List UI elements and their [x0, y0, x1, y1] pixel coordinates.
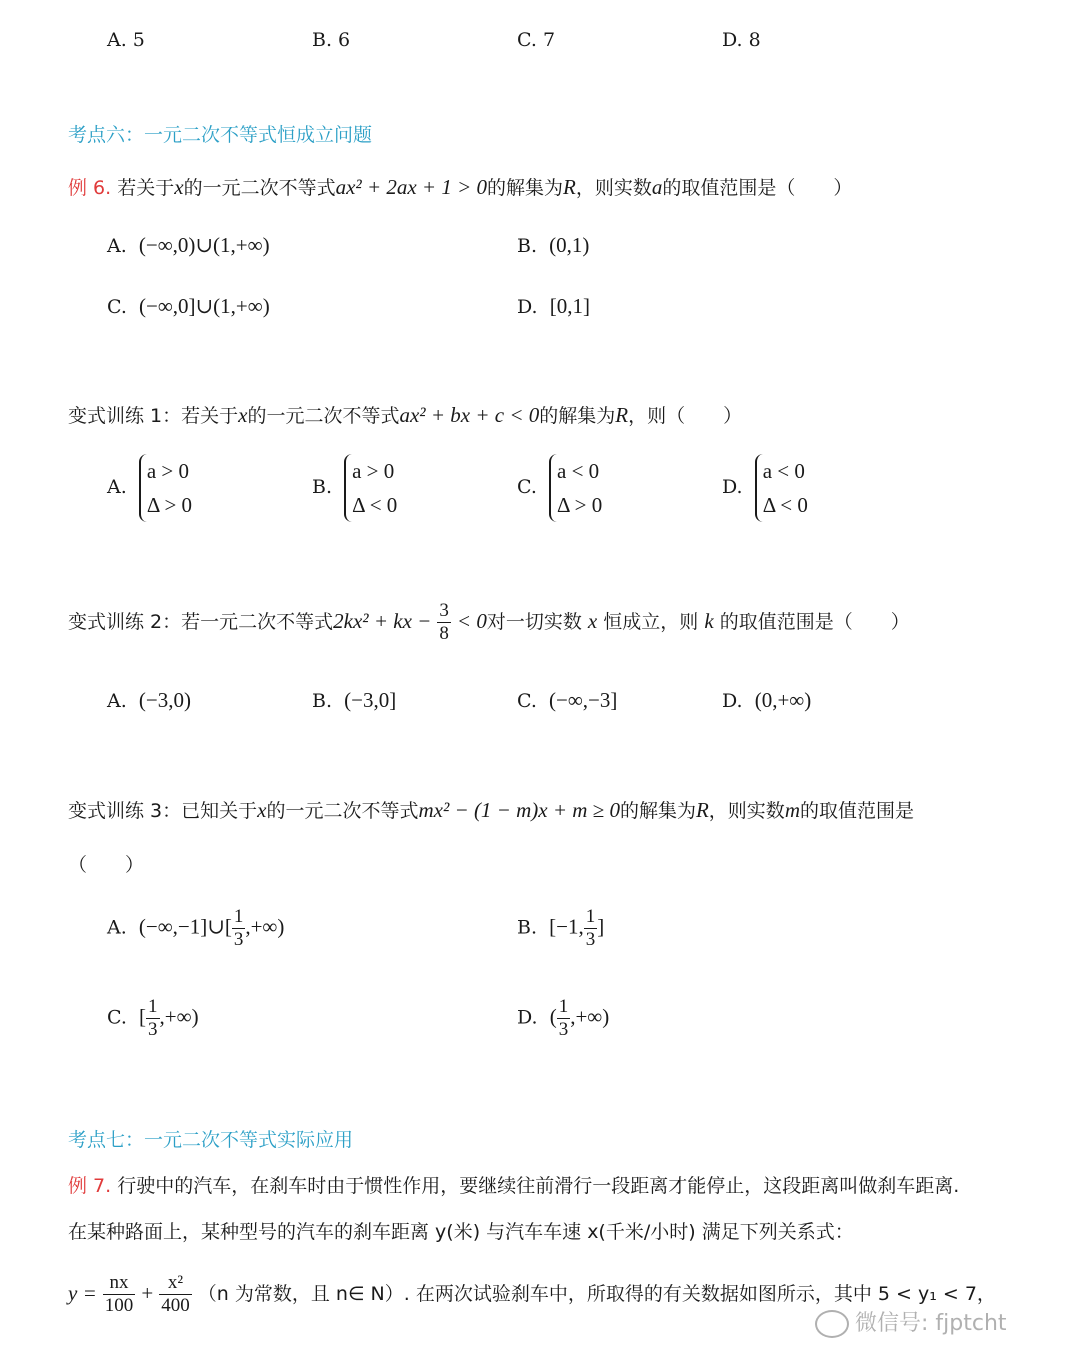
question-text: ，则实数 [575, 177, 652, 199]
answer-option [312, 688, 396, 713]
fraction-numerator: 3 [439, 600, 449, 621]
question-text: 的解集为 [487, 177, 564, 199]
question-text: 对一切实数 [486, 611, 582, 633]
example-label: 例 6. [68, 177, 112, 199]
system-line: a > 0 [352, 459, 395, 483]
answer-option [312, 454, 397, 522]
fraction-denominator: 400 [161, 1295, 190, 1316]
question-text: 的解集为 [619, 800, 696, 822]
question-text: 变式训练 2：若一元二次不等式 [68, 611, 334, 633]
option-letter: C. [107, 296, 127, 318]
fraction-denominator: 3 [585, 929, 596, 950]
option-value: ,+∞) [245, 914, 285, 939]
fraction [103, 1272, 136, 1317]
variant-question [68, 401, 742, 428]
fraction-numerator: 1 [148, 996, 158, 1017]
question-text: 若关于 [117, 177, 175, 199]
math-var: k [704, 609, 714, 633]
answer-option [517, 454, 602, 522]
fraction-numerator: 1 [558, 996, 569, 1017]
fraction [146, 996, 160, 1041]
answer-option [107, 996, 199, 1041]
option-value: (−∞,0)∪(1,+∞) [138, 233, 270, 257]
math-var: x [257, 798, 267, 822]
answer-option [107, 688, 191, 713]
option-letter: B. [312, 476, 333, 498]
fraction-numerator: 1 [233, 906, 244, 927]
math-var: a [651, 175, 663, 199]
math-var: m [784, 798, 800, 822]
answer-option [107, 906, 284, 951]
option-letter: C. [517, 476, 537, 498]
system-line: a < 0 [557, 459, 600, 483]
option-letter: D. [722, 690, 743, 712]
question-text: 变式训练 3：已知关于 [68, 800, 258, 822]
answer-option [517, 233, 589, 258]
option-d: D. 8 [722, 29, 761, 51]
system-brace [755, 454, 808, 522]
option-value: (−3,0) [138, 688, 191, 712]
system-line: Δ < 0 [762, 493, 808, 517]
example-label: 例 7. [68, 1175, 112, 1197]
variant-question [68, 600, 910, 645]
answer-option [517, 906, 604, 951]
inequality: 2kx² + kx − [333, 609, 432, 633]
example-question [68, 1171, 959, 1198]
question-text: 行驶中的汽车，在刹车时由于惯性作用，要继续往前滑行一段距离才能停止，这段距离叫做刹车距离. [117, 1175, 960, 1197]
system-brace [344, 454, 397, 522]
option-value: (−∞,0]∪(1,+∞) [139, 294, 270, 318]
option-value: (−∞,−3] [549, 688, 618, 712]
option-letter: A. [107, 235, 127, 257]
option-value: [0,1] [549, 294, 590, 318]
fraction [437, 600, 451, 645]
math-var: x [174, 175, 184, 199]
question-text: ，则实数 [708, 800, 785, 822]
answer-option [107, 294, 270, 319]
system-brace [549, 454, 602, 522]
option-a: A. 5 [107, 29, 145, 51]
inequality: mx² − (1 − m)x + m ≥ 0 [418, 798, 620, 822]
option-letter: A. [107, 916, 127, 939]
fraction [232, 906, 246, 951]
fraction-denominator: 100 [104, 1295, 134, 1316]
option-value: ,+∞) [159, 1004, 199, 1029]
option-letter: B. [312, 690, 333, 712]
option-letter: A. [107, 476, 127, 498]
plus-sign: + [141, 1281, 154, 1305]
option-letter: D. [517, 1006, 538, 1029]
option-letter: D. [722, 476, 743, 498]
question-text: ，则（ ） [628, 405, 743, 427]
fraction-denominator: 3 [558, 1019, 569, 1040]
option-value: (0,+∞) [754, 688, 812, 712]
answer-paren: （ ） [68, 854, 145, 876]
math-var: R [563, 175, 576, 199]
option-value: ] [597, 914, 605, 939]
option-value: [ [139, 1004, 146, 1029]
math-var: x [587, 609, 598, 633]
question-text: 恒成立，则 [603, 611, 699, 633]
option-c: C. 7 [517, 29, 556, 51]
fraction [584, 906, 598, 951]
fraction-denominator: 3 [233, 929, 244, 950]
question-text: 的一元二次不等式 [247, 405, 400, 427]
answer-option [517, 996, 609, 1041]
answer-option [107, 454, 192, 522]
option-letter: C. [517, 690, 537, 712]
answer-option [722, 688, 811, 713]
variant-question [68, 796, 914, 823]
fraction-numerator: 1 [585, 906, 596, 927]
example-question [68, 173, 852, 200]
inequality: ax² + bx + c < 0 [399, 403, 540, 427]
question-text: 的取值范围是（ ） [662, 177, 853, 199]
answer-option [107, 233, 270, 258]
system-line: a < 0 [762, 459, 805, 483]
question-text: 的取值范围是 [799, 800, 914, 822]
fraction-numerator: nx [103, 1272, 136, 1295]
option-value: ( [549, 1004, 557, 1029]
option-value: ,+∞) [570, 1004, 610, 1029]
system-line: Δ > 0 [146, 493, 193, 517]
answer-option [517, 294, 590, 319]
option-letter: B. [517, 916, 538, 939]
question-text: 的一元二次不等式 [266, 800, 419, 822]
math-var: R [695, 798, 709, 822]
math-var: x [238, 403, 248, 427]
formula-lhs: y = [68, 1281, 97, 1305]
option-letter: C. [107, 1006, 127, 1029]
system-line: Δ < 0 [352, 493, 398, 517]
option-value: (−3,0] [344, 688, 397, 712]
question-text: （n 为常数，且 n∈ N）. 在两次试验刹车中，所取得的有关数据如图所示，其中 5 < y₁ < 7， [197, 1283, 996, 1305]
fraction [159, 1272, 192, 1317]
inequality: ax² + 2ax + 1 > 0 [335, 175, 488, 199]
section-heading: 考点六：一元二次不等式恒成立问题 [68, 124, 373, 146]
watermark-text: 微信号: fjptcht [855, 1311, 1007, 1336]
fraction [557, 996, 571, 1041]
option-letter: A. [107, 690, 127, 712]
question-text: 的一元二次不等式 [183, 177, 336, 199]
question-text-line: 在某种路面上，某种型号的汽车的刹车距离 y(米) 与汽车车速 x(千米/小时) 满足下列关系式： [68, 1221, 854, 1243]
inequality: < 0 [456, 609, 487, 633]
option-value: [−1, [549, 914, 584, 939]
watermark [815, 1306, 1007, 1338]
option-value: (0,1) [549, 233, 590, 257]
math-var: R [615, 403, 629, 427]
answer-option [517, 688, 617, 713]
option-b: B. 6 [312, 29, 351, 51]
option-value: (−∞,−1]∪[ [138, 914, 232, 939]
system-line: a > 0 [146, 459, 190, 483]
question-text: 变式训练 1：若关于 [68, 405, 239, 427]
fraction-denominator: 8 [439, 623, 449, 644]
system-line: Δ > 0 [557, 493, 603, 517]
system-brace [139, 454, 192, 522]
fraction-numerator: x² [159, 1272, 192, 1295]
wechat-icon [815, 1310, 849, 1338]
answer-option [722, 454, 808, 522]
section-heading: 考点七：一元二次不等式实际应用 [68, 1129, 354, 1151]
question-text: 的解集为 [539, 405, 616, 427]
fraction-denominator: 3 [148, 1019, 158, 1040]
option-letter: D. [517, 296, 538, 318]
question-text: 的取值范围是（ ） [719, 611, 910, 633]
option-letter: B. [517, 235, 538, 257]
